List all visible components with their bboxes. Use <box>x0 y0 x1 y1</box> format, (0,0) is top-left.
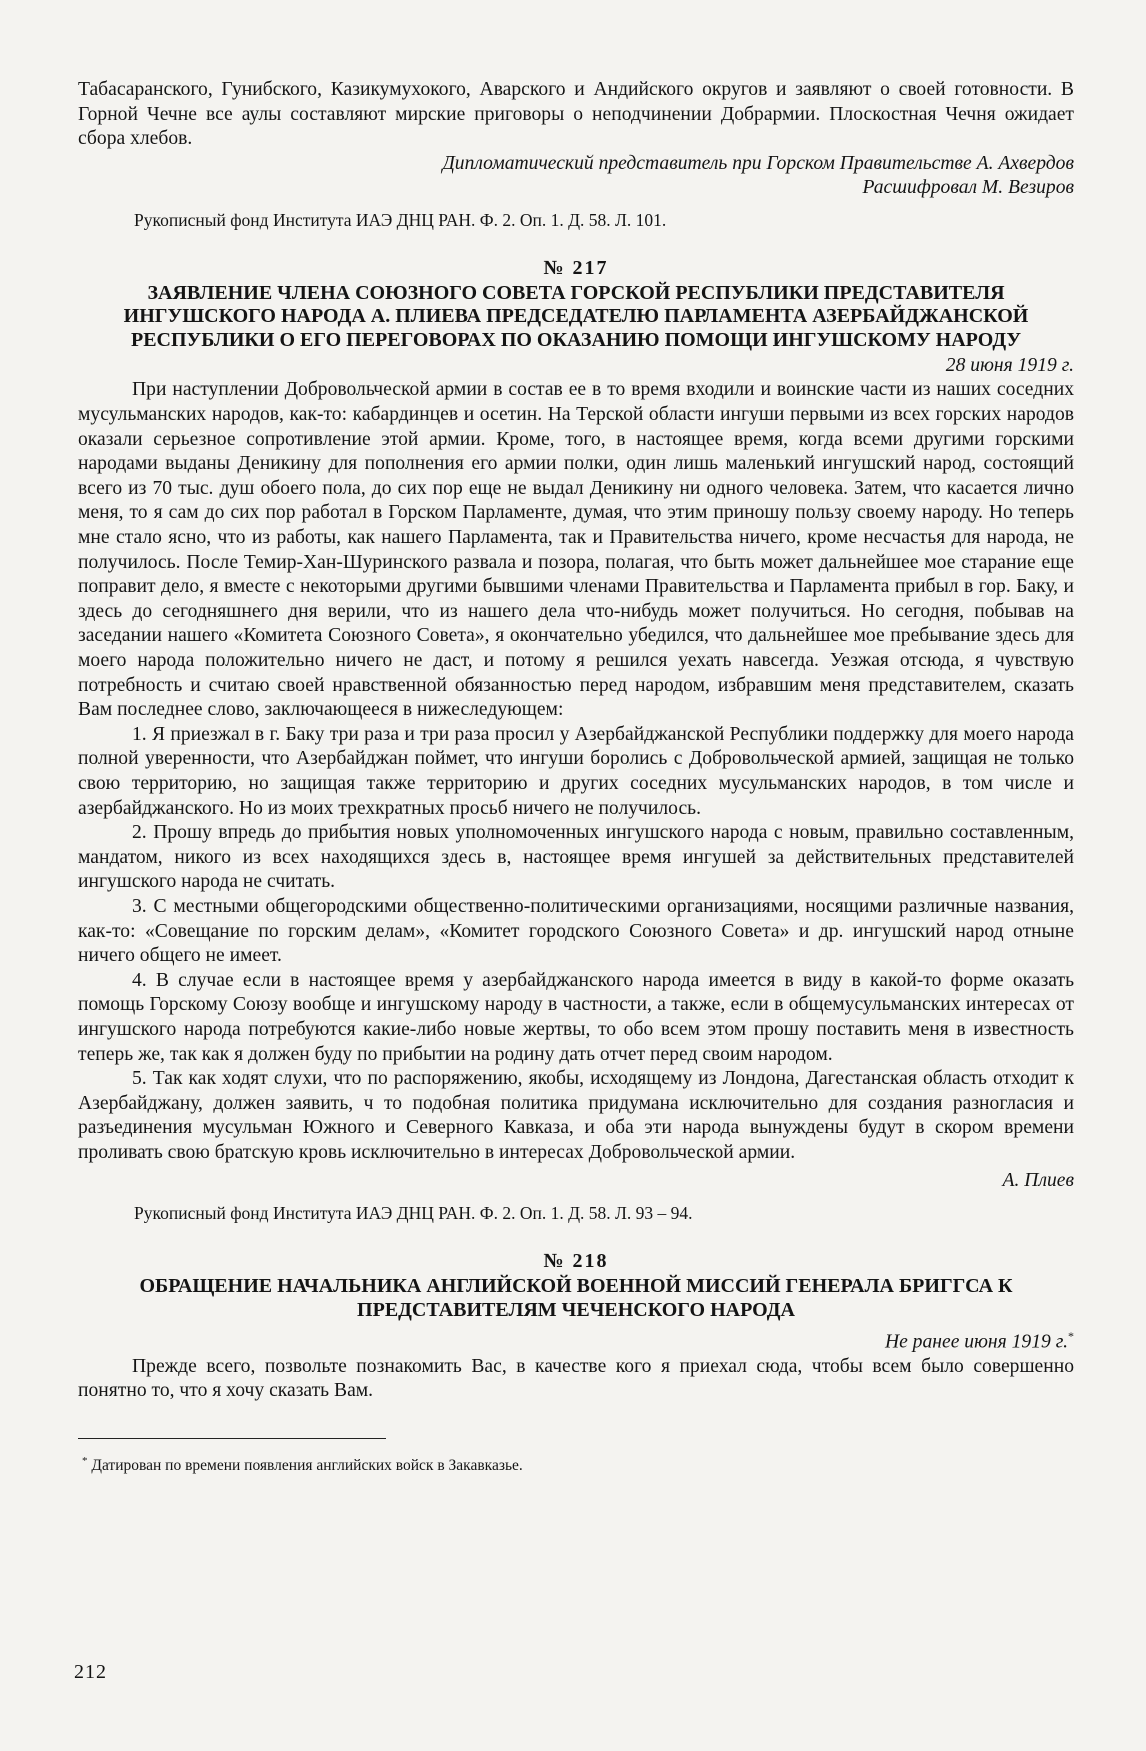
document-date-217: 28 июня 1919 г. <box>945 355 1074 377</box>
document-number-217: № 217 <box>543 256 609 279</box>
list-item-5: 5. Так как ходят слухи, что по распоряжению, якобы, исходящему из Лондона, Дагестанская область отходит к Азербайджану, должен заявить, ч то подобная политика придумана исключительно для создания разногласия и разъединения мусульман Южного и Северного Кавказа, и оба эти народа вынуждены будут в скором времени проливать свою братскую кровь исключительно в интересах Добровольческой армии. <box>78 1068 1074 1163</box>
signature-ahverdov: Дипломатический представитель при Горском Правительстве А. Ахвердов <box>442 152 1074 174</box>
document-title-217: ЗАЯВЛЕНИЕ ЧЛЕНА СОЮЗНОГО СОВЕТА ГОРСКОЙ РЕСПУБЛИКИ ПРЕДСТАВИТЕЛЯ ИНГУШСКОГО НАРОДА А. ПЛИЕВА ПРЕДСЕДАТЕЛЮ ПАРЛАМЕНТА АЗЕРБАЙДЖАНСКОЙ РЕСПУБЛИКИ О ЕГО ПЕРЕГОВОРАХ ПО ОКАЗАНИЮ ПОМОЩИ ИНГУШСКОМУ НАРОДУ <box>123 281 1029 351</box>
list-item-4: 4. В случае если в настоящее время у азербайджанского народа имеется в виду в какой-то форме оказать помощь Горскому Союзу вообще и ингушскому народу в частности, а также, если в общемусульманских интересах от ингушского народа потребуются какие-либо новые жертвы, то обо всем этом прошу поставить меня в известность теперь же, так как я должен буду по прибытии на родину дать отчет перед своим народом. <box>78 969 1074 1065</box>
document-218 <box>78 1250 1074 1404</box>
document-body-217: При наступлении Добровольческой армии в состав ее в то время входили и воинские части из наших соседних мусульманских народов, как-то: кабардинцев и осетин. На Терской области ингуши первыми из всех горских народов оказали серьезное сопротивление этой армии. Кроме, того, в настоящее время, когда всеми другими горскими народами выданы Деникину для пополнения его армии полки, один лишь маленький ингушский народ, состоящий всего из 70 тыс. душ обоего пола, до сих пор еще не выдал Деникину ни одного человека. Затем, что касается лично меня, то я сам до сих пор работал в Горском Парламенте, думая, что этим приношу пользу своему народу. Но теперь мне стало ясно, что из работы, как нашего Парламента, так и Правительства ничего, кроме несчастья для народа, не получилось. После Темир-Хан-Шуринского развала и позора, полагая, что быть может дальнейшее мое старание еще поправит дело, я вместе с некоторыми другими бывшими членами Правительства и Парламента прибыл в гор. Баку, и здесь до сегодняшнего дня верили, что из нашего дела что-нибудь может получиться. Но сегодня, побывав на заседании нашего «Комитета Союзного Совета», я окончательно убедился, что дальнейшее мое пребывание здесь для моего народа положительно ничего не даст, и потому я решился уехать навсегда. Уезжая отсюда, я чувствую потребность и считаю своей нравственной обязанностью перед народом, избравшим меня представителем, сказать Вам последнее слово, заключающееся в нижеследующем: <box>78 379 1074 721</box>
date-text: Не ранее июня 1919 г. <box>884 1331 1068 1353</box>
document-217 <box>78 257 1074 1224</box>
footnote-mark: * <box>82 1454 88 1467</box>
document-title-218: ОБРАЩЕНИЕ НАЧАЛЬНИКА АНГЛИЙСКОЙ ВОЕННОЙ МИССИЙ ГЕНЕРАЛА БРИГГСА К ПРЕДСТАВИТЕЛЯМ ЧЕЧЕНСКОГО НАРОДА <box>139 1275 1013 1321</box>
page-number: 212 <box>74 1661 107 1683</box>
document-date-218 <box>78 1324 1074 1355</box>
footnote-text: Датирован по времени появления английских войск в Закавказье. <box>91 1456 523 1474</box>
footnote-reference-mark: * <box>1068 1329 1074 1344</box>
signature-pliev: А. Плиев <box>1002 1170 1074 1192</box>
footnote <box>78 1451 1074 1476</box>
list-item-1: 1. Я приезжал в г. Баку три раза и три раза просил у Азербайджанской Республики поддержку для моего народа полной уверенности, что Азербайджан поймет, что ингуши боролись с Добровольческой армией, защищая не только свою территорию, но защищая также территорию и других соседних мусульманских народов, в том числе и азербайджанского. Но из моих трехкратных просьб ничего не получилось. <box>78 723 1074 819</box>
document-body-218: Прежде всего, позвольте познакомить Вас, в качестве кого я приехал сюда, чтобы всем было совершенно понятно то, что я хочу сказать Вам. <box>78 1355 1074 1402</box>
previous-document-end <box>78 78 1074 231</box>
list-item-3: 3. С местными общегородскими общественно-политическими организациями, носящими различные названия, как-то: «Совещание по горским делам», «Комитет городского Союзного Совета» и др. ингушский народ отныне ничего общего не имеет. <box>78 895 1074 967</box>
list-item-2: 2. Прошу впредь до прибытия новых уполномоченных ингушского народа с новым, правильно составленным, мандатом, никого из всех находящихся здесь в, настоящее время ингушей за действительных представителей ингушского народа не считать. <box>78 822 1074 893</box>
archive-source-101: Рукописный фонд Института ИАЭ ДНЦ РАН. Ф. 2. Оп. 1. Д. 58. Л. 101. <box>134 209 667 230</box>
continuation-paragraph: Табасаранского, Гунибского, Казикумухокого, Аварского и Андийского округов и заявляют о своей готовности. В Горной Чечне все аулы составляют мирские приговоры о неподчинении Добрармии. Плоскостная Чечня ожидает сбора хлебов. <box>78 79 1074 150</box>
footnote-divider <box>78 1438 386 1439</box>
archive-source-93-94: Рукописный фонд Института ИАЭ ДНЦ РАН. Ф. 2. Оп. 1. Д. 58. Л. 93 – 94. <box>134 1203 693 1224</box>
signature-vezirov: Расшифровал М. Везиров <box>862 177 1074 199</box>
document-number-218: № 218 <box>543 1250 609 1273</box>
